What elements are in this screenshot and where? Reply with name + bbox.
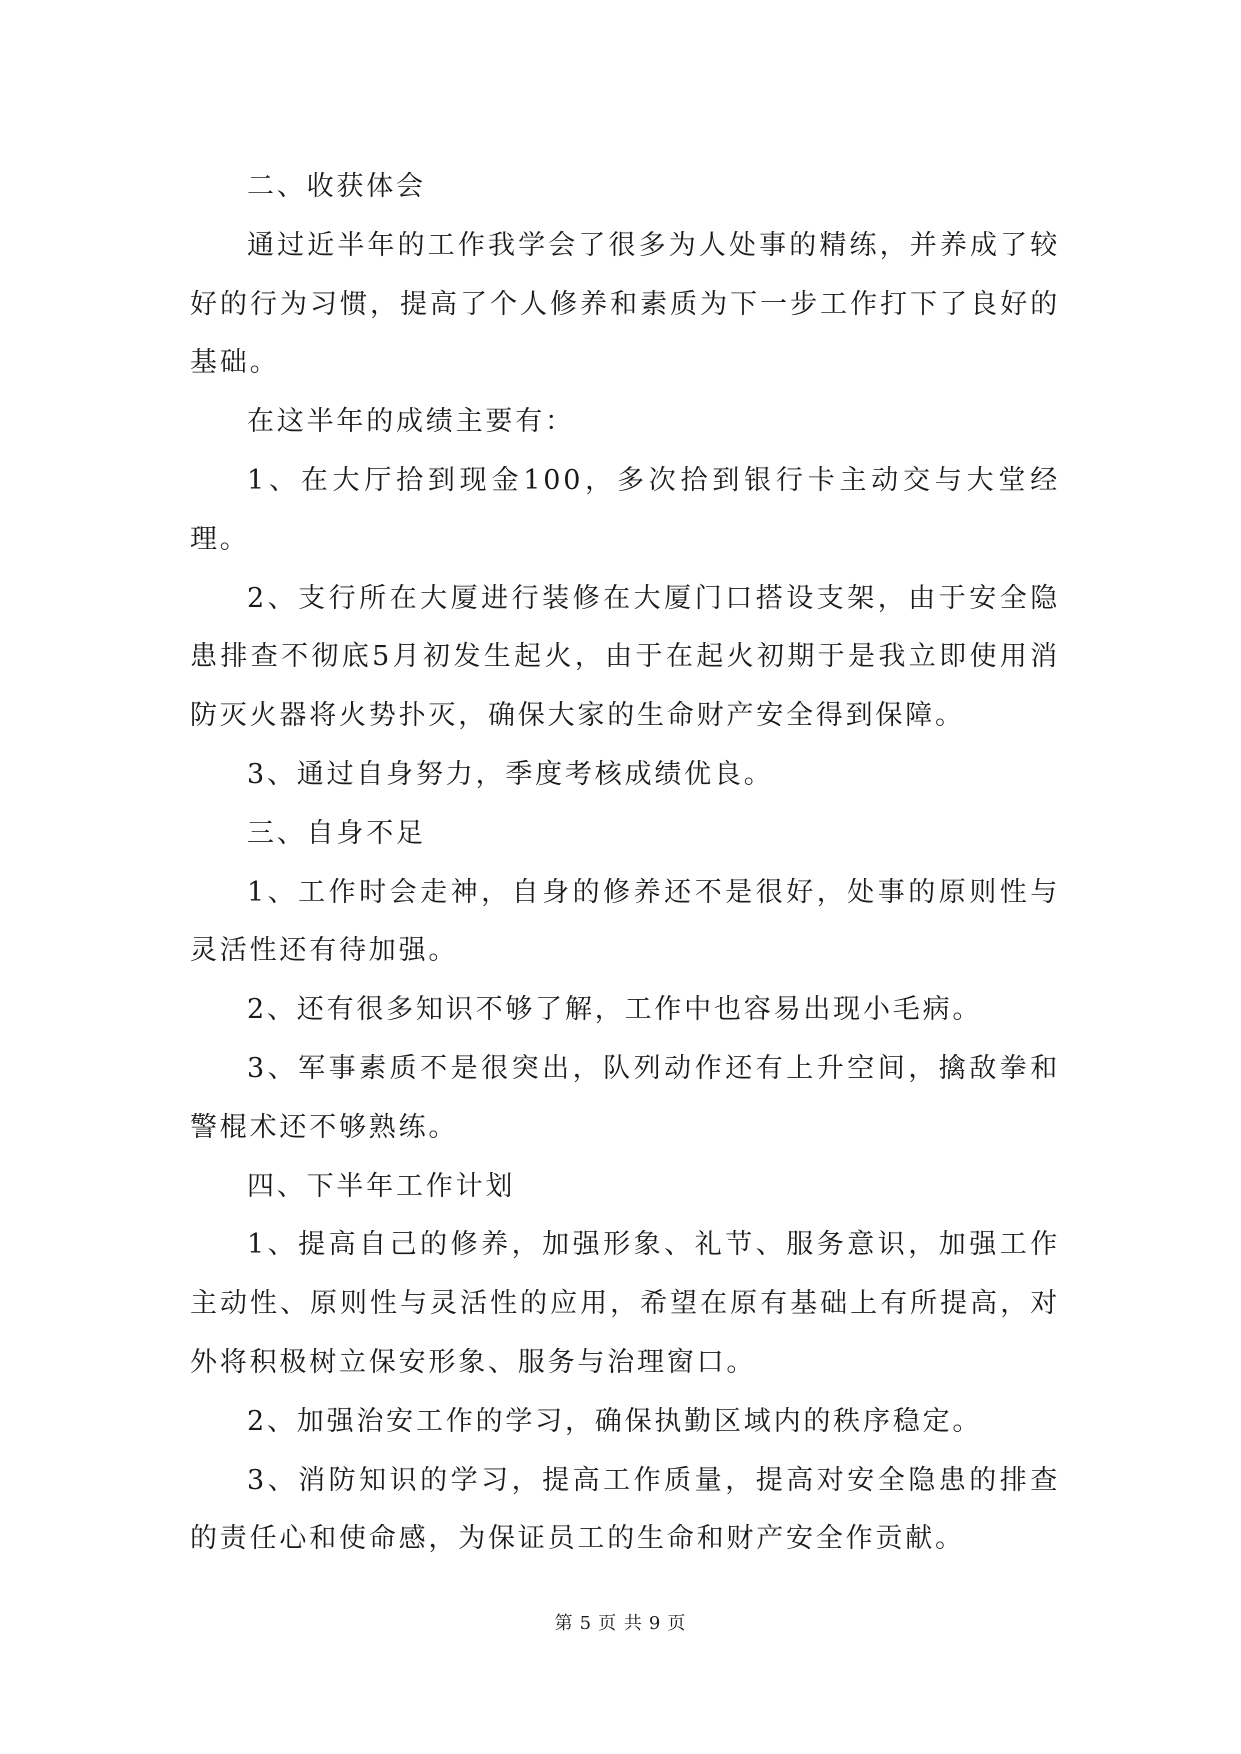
footer-prefix: 第 bbox=[554, 1613, 574, 1634]
current-page-number: 5 bbox=[579, 1613, 593, 1634]
footer-suffix: 页 bbox=[667, 1613, 687, 1634]
list-item: 3、军事素质不是很突出，队列动作还有上升空间，擒敌拳和警棍术还不够熟练。 bbox=[190, 1052, 1060, 1143]
list-item: 2、支行所在大厦进行装修在大厦门口搭设支架，由于安全隐患排查不彻底5月初发生起火，由于在起火初期于是我立即使用消防灭火器将火势扑灭，确保大家的生命财产安全得到保障。 bbox=[190, 582, 1060, 732]
footer-middle: 页 共 bbox=[598, 1613, 643, 1634]
total-page-number: 9 bbox=[648, 1613, 662, 1634]
list-item: 1、工作时会走神，自身的修养还不是很好，处事的原则性与灵活性还有待加强。 bbox=[190, 876, 1060, 967]
list-item: 2、还有很多知识不够了解，工作中也容易出现小毛病。 bbox=[247, 994, 983, 1026]
list-item: 1、在大厅拾到现金100，多次拾到银行卡主动交与大堂经理。 bbox=[190, 464, 1060, 555]
list-item: 1、提高自己的修养，加强形象、礼节、服务意识，加强工作主动性、原则性与灵活性的应用，希望在原有基础上有所提高，对外将积极树立保安形象、服务与治理窗口。 bbox=[190, 1229, 1060, 1378]
body-paragraph: 通过近半年的工作我学会了很多为人处事的精练，并养成了较好的行为习惯，提高了个人修养和素质为下一步工作打下了良好的基础。 bbox=[190, 229, 1060, 379]
list-item: 3、消防知识的学习，提高工作质量，提高对安全隐患的排查的责任心和使命感，为保证员工的生命和财产安全作贡献。 bbox=[190, 1464, 1060, 1555]
body-paragraph: 在这半年的成绩主要有： bbox=[247, 406, 575, 438]
section-heading-plan: 四、下半年工作计划 bbox=[247, 1170, 516, 1202]
list-item: 3、通过自身努力，季度考核成绩优良。 bbox=[247, 758, 774, 790]
page-footer bbox=[0, 1609, 1241, 1635]
section-heading-shortcomings: 三、自身不足 bbox=[247, 817, 426, 849]
section-heading-harvest: 二、收获体会 bbox=[247, 171, 426, 202]
document-body bbox=[190, 158, 1060, 1569]
list-item: 2、加强治安工作的学习，确保执勤区域内的秩序稳定。 bbox=[247, 1405, 983, 1437]
